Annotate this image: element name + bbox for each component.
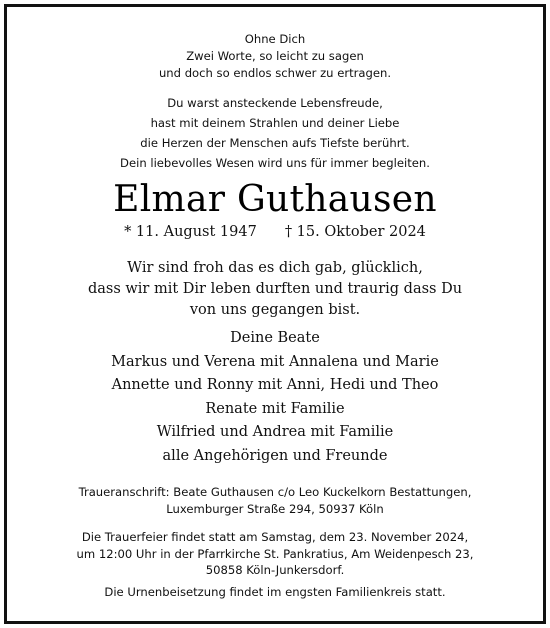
urn-burial-info: [0, 584, 550, 601]
mourner-entry: Markus und Verena mit Annalena und Marie: [111, 353, 439, 370]
poem-line: Dein liebevolles Wesen wird uns für immer begleiten.: [120, 156, 430, 170]
verse-line: von uns gegangen bist.: [189, 302, 361, 318]
death-date: † 15. Oktober 2024: [284, 224, 426, 240]
service-line: 50858 Köln-Junkersdorf.: [205, 563, 345, 577]
poem-line: Ohne Dich: [244, 32, 306, 46]
mourner-entry: alle Angehörigen und Freunde: [162, 447, 388, 464]
poem-line: hast mit deinem Strahlen und deiner Liebe: [150, 116, 400, 130]
mourner-entry: Deine Beate: [230, 330, 320, 346]
birth-date: * 11. August 1947: [124, 224, 257, 240]
service-line: um 12:00 Uhr in der Pfarrkirche St. Pankratius, Am Weidenpesch 23,: [76, 546, 474, 561]
poem-line: Du warst ansteckende Lebensfreude,: [167, 96, 383, 110]
memorial-verse: [0, 258, 550, 321]
mourners-list: [0, 327, 550, 468]
deceased-name: Elmar Guthausen: [113, 179, 437, 220]
poem-tribute: [0, 93, 550, 173]
mourner-entry: Wilfried und Andrea mit Familie: [156, 424, 394, 440]
mourner-entry: Renate mit Familie: [205, 400, 345, 417]
poem-line: Zwei Worte, so leicht zu sagen: [186, 49, 364, 63]
verse-line: Wir sind froh das es dich gab, glücklich,: [127, 260, 423, 276]
poem-line: und doch so endlos schwer zu ertragen.: [158, 66, 392, 80]
urn-line: Die Urnenbeisetzung findet im engsten Familienkreis statt.: [104, 585, 446, 599]
mourning-address: [0, 484, 550, 517]
service-line: Die Trauerfeier findet statt am Samstag, dem 23. November 2024,: [81, 530, 469, 544]
verse-line: dass wir mit Dir leben durften und traurig dass Du: [87, 281, 463, 297]
mourner-entry: Annette und Ronny mit Anni, Hedi und Theo: [111, 377, 439, 393]
funeral-service-info: [0, 529, 550, 579]
address-line: Luxemburger Straße 294, 50937 Köln: [166, 501, 384, 516]
address-line: Traueranschrift: Beate Guthausen c/o Leo Kuckelkorn Bestattungen,: [78, 485, 472, 499]
poem-line: die Herzen der Menschen aufs Tiefste berührt.: [140, 136, 410, 150]
poem-intro: [0, 31, 550, 82]
life-dates: [0, 222, 550, 242]
